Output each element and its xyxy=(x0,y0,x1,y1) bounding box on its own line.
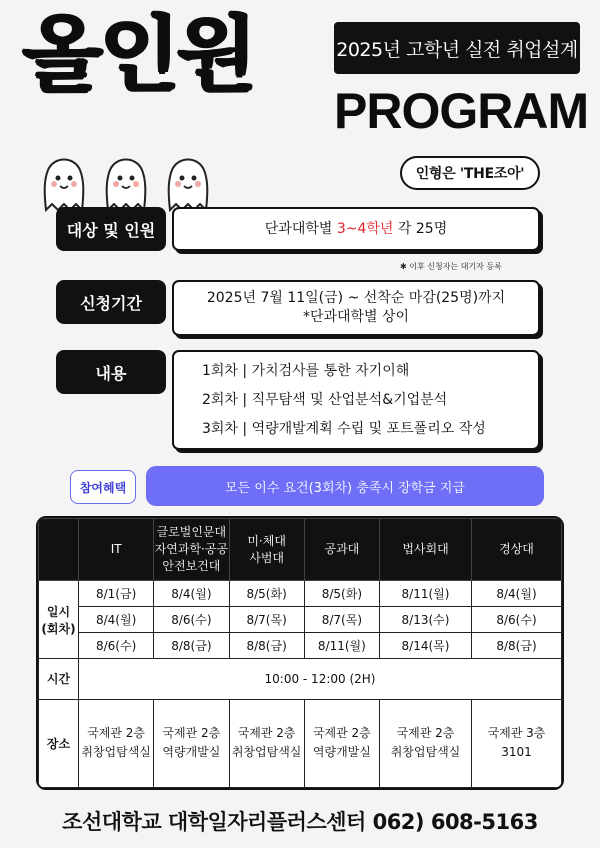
date-cell: 8/7(목) xyxy=(304,607,379,633)
oval-tag: 인형은 'THE조아' xyxy=(400,156,540,190)
main-title: 올인원 xyxy=(22,7,254,102)
ghost-icon xyxy=(36,152,92,214)
date-cell: 8/8(금) xyxy=(229,633,304,659)
ghost-icon xyxy=(160,152,216,214)
period-box xyxy=(172,280,540,336)
content-label: 내용 xyxy=(56,350,166,394)
row-header-place: 장소 xyxy=(39,699,79,787)
target-label: 대상 및 인원 xyxy=(56,207,166,251)
date-cell: 8/5(화) xyxy=(304,581,379,607)
subtitle-banner: 2025년 고학년 실전 취업설계 xyxy=(334,22,580,74)
target-box xyxy=(172,207,540,251)
content-item: 1회차 | 가치검사를 통한 자기이해 xyxy=(202,362,410,379)
column-header: 글로벌인문대 자연과학·공공 안전보건대 xyxy=(154,519,229,581)
date-cell: 8/4(월) xyxy=(79,607,154,633)
row-header-time: 시간 xyxy=(39,659,79,699)
column-header: 미·체대 사범대 xyxy=(229,519,304,581)
content-box xyxy=(172,350,540,450)
benefit-bar: 모든 이수 요건(3회차) 충족시 장학금 지급 xyxy=(146,466,544,506)
target-highlight: 3~4학년 xyxy=(336,220,394,237)
content-item: 3회차 | 역량개발계획 수립 및 포트폴리오 작성 xyxy=(202,420,486,437)
date-cell: 8/6(수) xyxy=(154,607,229,633)
date-cell: 8/4(월) xyxy=(154,581,229,607)
date-cell: 8/6(수) xyxy=(79,633,154,659)
date-cell: 8/6(수) xyxy=(472,607,562,633)
period-label: 신청기간 xyxy=(56,280,166,324)
column-header: 경상대 xyxy=(472,519,562,581)
date-cell: 8/4(월) xyxy=(472,581,562,607)
period-line2: *단과대학별 상이 xyxy=(302,309,410,325)
place-cell: 국제관 2층 취창업탐색실 xyxy=(229,699,304,787)
content-item: 2회차 | 직무탐색 및 산업분석&기업분석 xyxy=(202,391,448,408)
target-text: 단과대학별 3~4학년 각 25명 xyxy=(264,220,448,237)
schedule-table xyxy=(36,516,564,790)
place-cell: 국제관 2층 역량개발실 xyxy=(304,699,379,787)
column-header: IT xyxy=(79,519,154,581)
table-corner xyxy=(39,519,79,581)
period-line1: 2025년 7월 11일(금) ~ 선착순 마감(25명)까지 xyxy=(206,290,506,307)
place-cell: 국제관 2층 취창업탐색실 xyxy=(79,699,154,787)
column-header: 공과대 xyxy=(304,519,379,581)
place-cell: 국제관 2층 취창업탐색실 xyxy=(380,699,472,787)
date-cell: 8/1(금) xyxy=(79,581,154,607)
date-cell: 8/11(월) xyxy=(304,633,379,659)
benefit-label: 참여혜택 xyxy=(70,470,136,504)
date-cell: 8/8(금) xyxy=(472,633,562,659)
column-header: 법사회대 xyxy=(380,519,472,581)
date-cell: 8/7(목) xyxy=(229,607,304,633)
place-cell: 국제관 2층 역량개발실 xyxy=(154,699,229,787)
date-cell: 8/8(금) xyxy=(154,633,229,659)
place-cell: 국제관 3층 3101 xyxy=(472,699,562,787)
program-title: PROGRAM xyxy=(334,83,589,139)
date-cell: 8/14(목) xyxy=(380,633,472,659)
date-cell: 8/13(수) xyxy=(380,607,472,633)
waitlist-note: ✱ 이후 신청자는 대기자 등록 xyxy=(400,262,502,271)
footer-contact: 조선대학교 대학일자리플러스센터 062) 608-5163 xyxy=(62,810,538,834)
date-cell: 8/5(화) xyxy=(229,581,304,607)
date-cell: 8/11(월) xyxy=(380,581,472,607)
ghost-icon xyxy=(98,152,154,214)
row-header-dates: 일시 (회차) xyxy=(39,581,79,659)
time-cell: 10:00 - 12:00 (2H) xyxy=(79,659,562,699)
